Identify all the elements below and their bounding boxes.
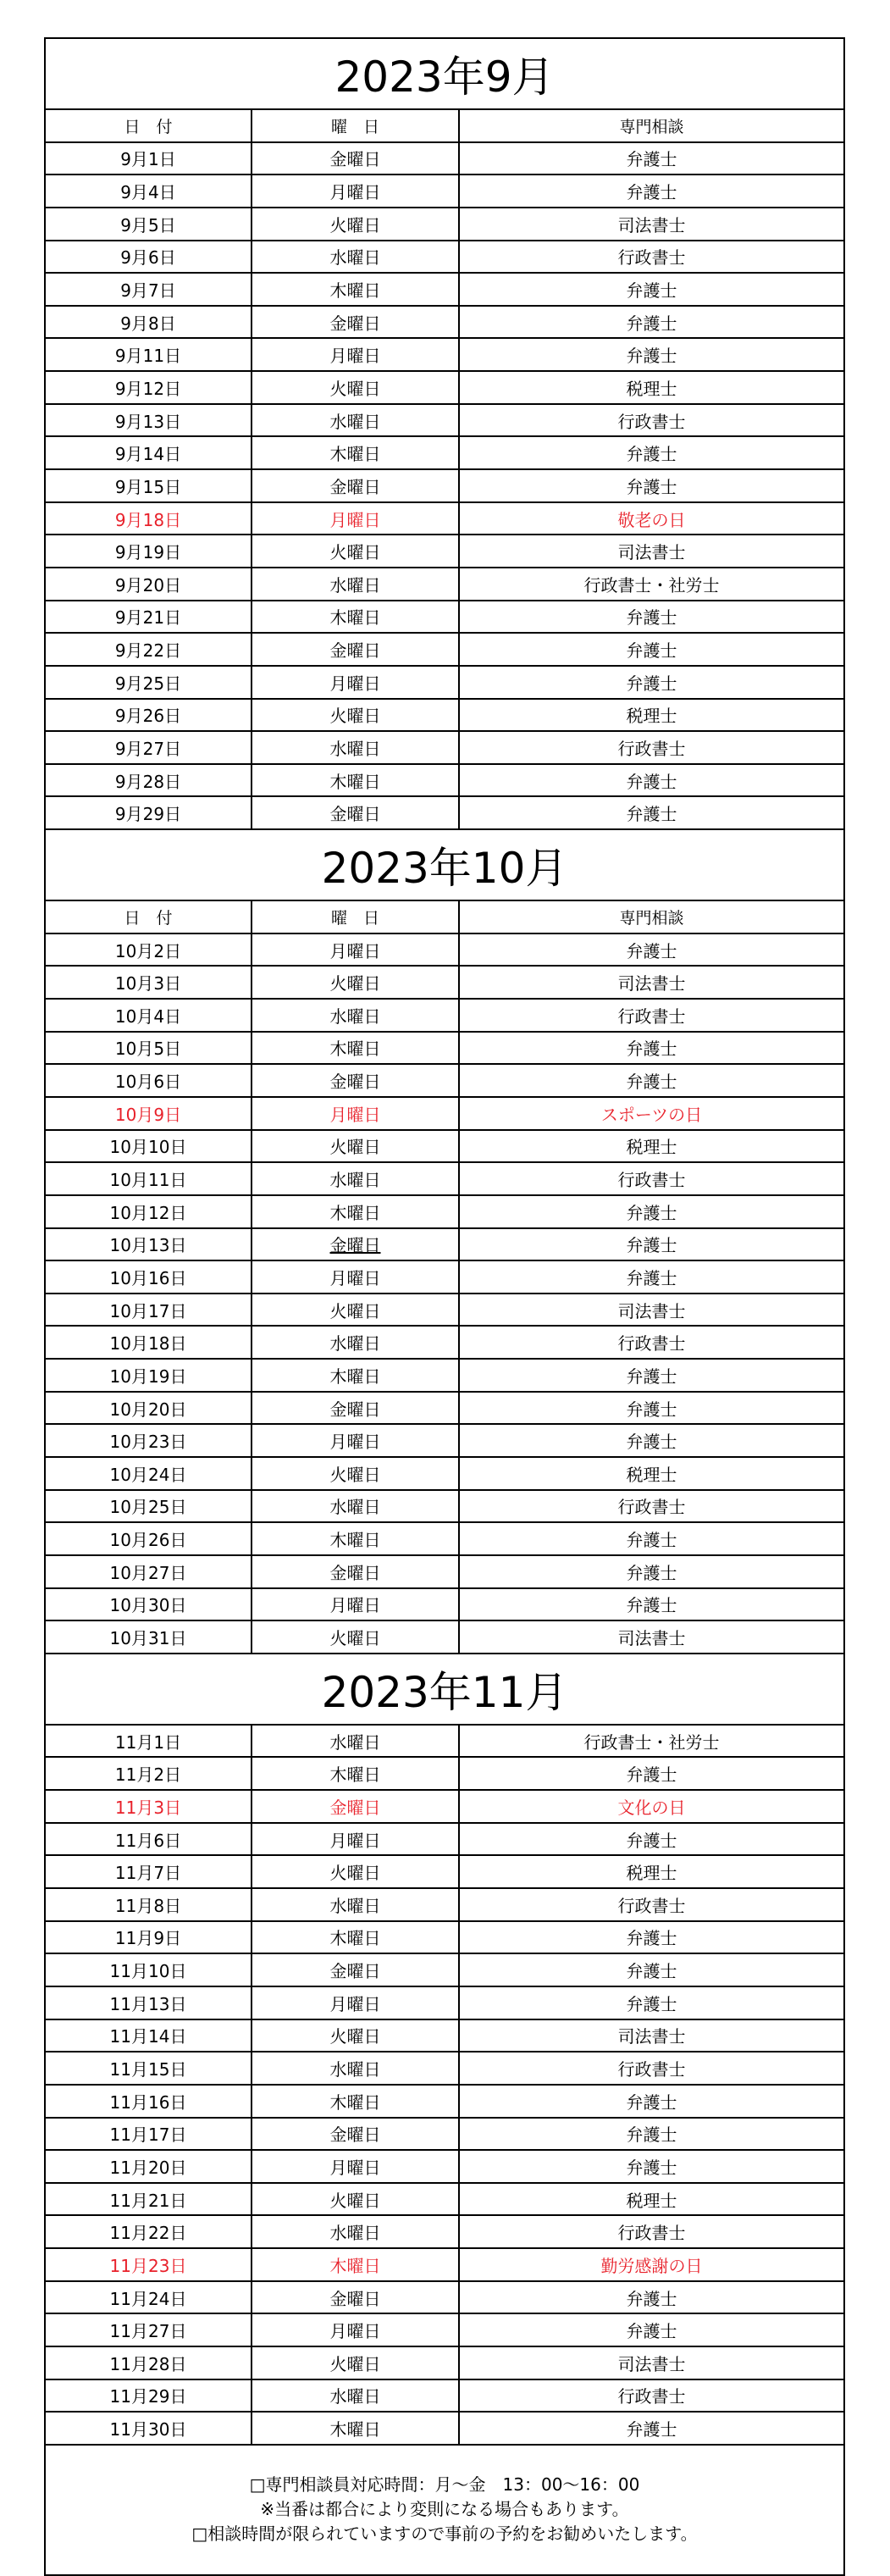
date-cell: 10月23日 [109, 1432, 187, 1453]
date-cell: 9月11日 [114, 346, 182, 367]
weekday-text: 金曜日 [329, 1235, 381, 1256]
consultation-cell: 税理士 [458, 1131, 843, 1162]
weekday-cell: 月曜日 [251, 1261, 458, 1293]
date-cell: 10月26日 [109, 1530, 187, 1551]
consultation-cell: スポーツの日 [458, 1098, 843, 1129]
weekday-cell: 火曜日 [251, 1458, 458, 1489]
consultation-cell: 税理士 [458, 2184, 843, 2215]
date-cell: 11月17日 [109, 2125, 187, 2146]
date-cell: 11月28日 [109, 2353, 187, 2374]
weekday-cell: 火曜日 [251, 1856, 458, 1887]
weekday-cell: 木曜日 [251, 1196, 458, 1227]
consultation-cell: 弁護士 [458, 797, 843, 828]
consultation-cell: 行政書士 [458, 732, 843, 763]
weekday-cell: 水曜日 [251, 732, 458, 763]
schedule-row [46, 2052, 843, 2086]
consultation-cell: 弁護士 [458, 2282, 843, 2313]
consultation-cell: 行政書士 [458, 2052, 843, 2084]
date-cell: 10月24日 [109, 1464, 187, 1485]
consultation-cell: 司法書士 [458, 2347, 843, 2379]
schedule-row [46, 797, 843, 830]
schedule-row [46, 274, 843, 307]
date-cell: 11月1日 [114, 1731, 182, 1753]
consultation-cell: 司法書士 [458, 1621, 843, 1653]
schedule-row [46, 1491, 843, 1524]
weekday-cell: 月曜日 [251, 503, 458, 535]
weekday-cell: 火曜日 [251, 967, 458, 998]
holiday-row [46, 503, 843, 536]
schedule-row [46, 1726, 843, 1759]
date-cell: 10月9日 [114, 1104, 182, 1125]
weekday-cell: 火曜日 [251, 700, 458, 731]
consultation-cell: 弁護士 [458, 1229, 843, 1260]
weekday-cell: 木曜日 [251, 437, 458, 468]
date-cell: 9月14日 [114, 444, 182, 465]
consultation-cell: 弁護士 [458, 307, 843, 338]
consultation-cell: 弁護士 [458, 2151, 843, 2182]
consultation-cell: 弁護士 [458, 1556, 843, 1587]
consultation-cell: 弁護士 [458, 1589, 843, 1620]
weekday-cell: 水曜日 [251, 1889, 458, 1920]
date-cell: 9月5日 [120, 214, 176, 235]
weekday-cell: 金曜日 [251, 470, 458, 501]
date-cell: 11月13日 [109, 1993, 187, 2014]
weekday-cell: 水曜日 [251, 2052, 458, 2084]
consultation-cell: 弁護士 [458, 2119, 843, 2150]
schedule-row [46, 732, 843, 765]
date-cell: 11月2日 [114, 1764, 182, 1786]
date-cell: 9月26日 [114, 706, 182, 727]
weekday-cell: 木曜日 [251, 1360, 458, 1391]
consultation-cell: 行政書士 [458, 405, 843, 436]
date-cell: 11月16日 [109, 2091, 187, 2113]
schedule-row [46, 1889, 843, 1922]
weekday-cell: 月曜日 [251, 2151, 458, 2182]
date-cell: 10月6日 [114, 1072, 182, 1093]
weekday-cell: 木曜日 [251, 2413, 458, 2444]
date-cell: 11月27日 [109, 2321, 187, 2342]
date-cell: 10月30日 [109, 1595, 187, 1616]
date-cell: 11月3日 [114, 1797, 182, 1818]
consultation-cell: 弁護士 [458, 1523, 843, 1554]
date-cell: 9月7日 [120, 280, 176, 302]
schedule-row [46, 339, 843, 372]
weekday-cell [251, 1229, 458, 1260]
consultation-cell: 税理士 [458, 700, 843, 731]
consultation-cell: 弁護士 [458, 1360, 843, 1391]
schedule-row [46, 208, 843, 241]
header-date: 日 付 [124, 908, 173, 928]
date-cell: 9月4日 [120, 182, 176, 203]
date-cell: 11月20日 [109, 2157, 187, 2178]
schedule-row [46, 2282, 843, 2315]
date-cell: 11月23日 [109, 2255, 187, 2276]
weekday-cell: 木曜日 [251, 765, 458, 796]
consultation-cell: 敬老の日 [458, 503, 843, 535]
weekday-cell: 水曜日 [251, 2216, 458, 2247]
date-cell: 9月20日 [114, 574, 182, 596]
schedule-row [46, 700, 843, 733]
weekday-cell: 月曜日 [251, 1824, 458, 1855]
consultation-cell: 弁護士 [458, 437, 843, 468]
schedule-row [46, 1163, 843, 1196]
schedule-row [46, 143, 843, 176]
consultation-cell: 弁護士 [458, 1954, 843, 1986]
date-cell: 10月17日 [109, 1300, 187, 1321]
consultation-cell: 弁護士 [458, 143, 843, 175]
weekday-cell: 金曜日 [251, 2282, 458, 2313]
schedule-row [46, 1229, 843, 1262]
weekday-cell: 金曜日 [251, 1393, 458, 1424]
date-cell: 10月19日 [109, 1366, 187, 1387]
schedule-row [46, 1856, 843, 1889]
schedule-sheet [44, 37, 845, 2576]
consultation-cell: 弁護士 [458, 2314, 843, 2346]
date-cell: 9月15日 [114, 476, 182, 497]
weekday-cell: 月曜日 [251, 2314, 458, 2346]
date-cell: 9月27日 [114, 738, 182, 759]
schedule-row [46, 372, 843, 405]
weekday-cell: 月曜日 [251, 175, 458, 207]
schedule-row [46, 568, 843, 601]
date-cell: 9月18日 [114, 509, 182, 530]
weekday-cell: 木曜日 [251, 1922, 458, 1953]
date-cell: 9月21日 [114, 607, 182, 629]
consultation-cell: 行政書士 [458, 1491, 843, 1522]
table-header [46, 110, 843, 143]
schedule-row [46, 1065, 843, 1098]
schedule-row [46, 2347, 843, 2380]
header-consultation: 専門相談 [458, 901, 843, 933]
date-cell: 11月24日 [109, 2288, 187, 2309]
consultation-cell: 弁護士 [458, 1065, 843, 1096]
schedule-row [46, 2314, 843, 2347]
date-cell: 10月4日 [114, 1005, 182, 1027]
date-cell: 11月14日 [109, 2026, 187, 2047]
date-cell: 11月8日 [114, 1895, 182, 1916]
schedule-row [46, 2380, 843, 2413]
schedule-row [46, 1294, 843, 1327]
weekday-cell: 水曜日 [251, 241, 458, 273]
consultation-cell: 弁護士 [458, 1033, 843, 1064]
schedule-row [46, 667, 843, 700]
consultation-cell: 税理士 [458, 1458, 843, 1489]
date-cell: 11月10日 [109, 1961, 187, 1982]
consultation-cell: 弁護士 [458, 339, 843, 370]
month-rows [46, 934, 843, 1654]
date-cell: 10月31日 [109, 1628, 187, 1648]
date-cell: 10月27日 [109, 1562, 187, 1583]
weekday-cell: 木曜日 [251, 274, 458, 305]
consultation-cell: 司法書士 [458, 967, 843, 998]
consultation-cell: 行政書士 [458, 2380, 843, 2412]
footer-line: □相談時間が限られていますので事前の予約をお勧めいたします。 [191, 2523, 698, 2545]
consultation-cell: 弁護士 [458, 2413, 843, 2444]
weekday-cell: 火曜日 [251, 2184, 458, 2215]
schedule-row [46, 1425, 843, 1458]
date-cell: 10月3日 [114, 973, 182, 994]
consultation-cell: 行政書士 [458, 2216, 843, 2247]
holiday-row [46, 1098, 843, 1131]
weekday-cell: 火曜日 [251, 1621, 458, 1653]
consultation-cell: 文化の日 [458, 1791, 843, 1822]
schedule-row [46, 175, 843, 208]
date-cell: 10月13日 [109, 1235, 187, 1256]
date-cell: 11月6日 [114, 1830, 182, 1851]
month-rows [46, 143, 843, 830]
date-cell: 9月25日 [114, 673, 182, 694]
weekday-cell: 水曜日 [251, 1163, 458, 1194]
date-cell: 9月13日 [114, 411, 182, 432]
schedule-row [46, 1393, 843, 1426]
schedule-row [46, 1261, 843, 1294]
consultation-cell: 勤労感謝の日 [458, 2249, 843, 2280]
consultation-cell: 税理士 [458, 372, 843, 403]
consultation-cell: 弁護士 [458, 1261, 843, 1293]
date-cell: 11月9日 [114, 1928, 182, 1949]
holiday-row [46, 1791, 843, 1824]
date-cell: 11月30日 [109, 2419, 187, 2440]
date-cell: 11月21日 [109, 2190, 187, 2211]
schedule-row [46, 535, 843, 568]
schedule-row [46, 1131, 843, 1164]
weekday-cell: 水曜日 [251, 1327, 458, 1358]
weekday-cell: 水曜日 [251, 405, 458, 436]
date-cell: 10月16日 [109, 1267, 187, 1288]
consultation-cell: 行政書士 [458, 1163, 843, 1194]
consultation-cell: 弁護士 [458, 1425, 843, 1456]
date-cell: 11月15日 [109, 2059, 187, 2080]
date-cell: 9月6日 [120, 247, 176, 269]
date-cell: 10月5日 [114, 1039, 182, 1060]
date-cell: 9月29日 [114, 804, 182, 825]
weekday-cell: 金曜日 [251, 143, 458, 175]
weekday-cell: 月曜日 [251, 1589, 458, 1620]
schedule-row [46, 1987, 843, 2020]
consultation-cell: 行政書士・社労士 [458, 568, 843, 600]
weekday-cell: 水曜日 [251, 1491, 458, 1522]
schedule-row [46, 1954, 843, 1987]
consultation-cell: 司法書士 [458, 208, 843, 240]
weekday-cell: 火曜日 [251, 1131, 458, 1162]
footer-line: □専門相談員対応時間：月～金 13：00～16：00 [249, 2474, 640, 2496]
consultation-cell: 弁護士 [458, 1922, 843, 1953]
consultation-cell: 弁護士 [458, 667, 843, 698]
footer-line: ※当番は都合により変則になる場合もあります。 [260, 2499, 629, 2520]
schedule-row [46, 2119, 843, 2152]
schedule-row [46, 1033, 843, 1066]
weekday-cell: 月曜日 [251, 1425, 458, 1456]
table-header [46, 901, 843, 934]
weekday-cell: 水曜日 [251, 1000, 458, 1031]
weekday-cell: 金曜日 [251, 634, 458, 665]
header-weekday: 曜 日 [251, 901, 458, 933]
month-title: 2023年9月 [46, 39, 843, 110]
consultation-cell: 弁護士 [458, 2086, 843, 2117]
schedule-row [46, 1000, 843, 1033]
consultation-cell: 弁護士 [458, 1196, 843, 1227]
schedule-row [46, 601, 843, 634]
date-cell: 9月22日 [114, 640, 182, 662]
consultation-cell: 弁護士 [458, 601, 843, 633]
schedule-row [46, 934, 843, 967]
weekday-cell: 木曜日 [251, 1758, 458, 1789]
date-cell: 9月8日 [120, 313, 176, 334]
month-rows [46, 1726, 843, 2446]
weekday-cell: 月曜日 [251, 934, 458, 966]
weekday-cell: 月曜日 [251, 667, 458, 698]
weekday-cell: 木曜日 [251, 2249, 458, 2280]
weekday-cell: 月曜日 [251, 339, 458, 370]
weekday-cell: 木曜日 [251, 1523, 458, 1554]
consultation-cell: 行政書士・社労士 [458, 1726, 843, 1757]
weekday-cell: 火曜日 [251, 2347, 458, 2379]
weekday-cell: 木曜日 [251, 601, 458, 633]
date-cell: 9月1日 [120, 149, 176, 170]
weekday-cell: 木曜日 [251, 2086, 458, 2117]
weekday-cell: 金曜日 [251, 307, 458, 338]
schedule-row [46, 470, 843, 503]
schedule-row [46, 1758, 843, 1791]
schedule-row [46, 241, 843, 274]
consultation-cell: 弁護士 [458, 175, 843, 207]
consultation-cell: 行政書士 [458, 1889, 843, 1920]
weekday-cell: 月曜日 [251, 1098, 458, 1129]
weekday-cell: 月曜日 [251, 1987, 458, 2019]
header-consultation: 専門相談 [458, 110, 843, 141]
schedule-row [46, 2413, 843, 2446]
schedule-row [46, 1589, 843, 1622]
schedule-row [46, 2216, 843, 2249]
consultation-cell: 弁護士 [458, 1987, 843, 2019]
header-weekday: 曜 日 [251, 110, 458, 141]
weekday-cell: 金曜日 [251, 1065, 458, 1096]
weekday-cell: 金曜日 [251, 797, 458, 828]
consultation-cell: 行政書士 [458, 241, 843, 273]
consultation-cell: 弁護士 [458, 274, 843, 305]
consultation-cell: 税理士 [458, 1856, 843, 1887]
date-cell: 9月12日 [114, 378, 182, 399]
header-date: 日 付 [124, 117, 173, 136]
schedule-row [46, 307, 843, 340]
date-cell: 9月19日 [114, 542, 182, 563]
schedule-row [46, 2086, 843, 2119]
schedule-row [46, 1327, 843, 1360]
schedule-row [46, 2184, 843, 2217]
schedule-row [46, 1922, 843, 1955]
consultation-cell: 司法書士 [458, 535, 843, 567]
date-cell: 10月20日 [109, 1399, 187, 1420]
consultation-cell: 弁護士 [458, 765, 843, 796]
date-cell: 11月29日 [109, 2386, 187, 2407]
consultation-cell: 弁護士 [458, 934, 843, 966]
date-cell: 10月2日 [114, 940, 182, 961]
consultation-cell: 司法書士 [458, 2020, 843, 2052]
schedule-row [46, 437, 843, 470]
consultation-cell: 弁護士 [458, 634, 843, 665]
weekday-cell: 火曜日 [251, 372, 458, 403]
schedule-row [46, 1824, 843, 1857]
consultation-cell: 弁護士 [458, 470, 843, 501]
date-cell: 10月18日 [109, 1333, 187, 1354]
weekday-cell: 火曜日 [251, 2020, 458, 2052]
weekday-cell: 水曜日 [251, 568, 458, 600]
weekday-cell: 水曜日 [251, 2380, 458, 2412]
weekday-cell: 火曜日 [251, 535, 458, 567]
schedule-row [46, 1360, 843, 1393]
schedule-row [46, 967, 843, 1000]
month-title: 2023年11月 [46, 1654, 843, 1726]
date-cell: 11月7日 [114, 1863, 182, 1884]
date-cell: 10月12日 [109, 1202, 187, 1223]
date-cell: 9月28日 [114, 771, 182, 792]
weekday-cell: 金曜日 [251, 1954, 458, 1986]
schedule-row [46, 2020, 843, 2053]
weekday-cell: 水曜日 [251, 1726, 458, 1757]
weekday-cell: 金曜日 [251, 2119, 458, 2150]
weekday-cell: 木曜日 [251, 1033, 458, 1064]
date-cell: 10月25日 [109, 1497, 187, 1518]
consultation-cell: 行政書士 [458, 1327, 843, 1358]
holiday-row [46, 2249, 843, 2282]
consultation-cell: 弁護士 [458, 1824, 843, 1855]
schedule-row [46, 765, 843, 798]
consultation-cell: 弁護士 [458, 1758, 843, 1789]
schedule-row [46, 1458, 843, 1491]
schedule-row [46, 634, 843, 667]
schedule-row [46, 1523, 843, 1556]
schedule-row [46, 1556, 843, 1589]
consultation-cell: 行政書士 [458, 1000, 843, 1031]
schedule-row [46, 2151, 843, 2184]
consultation-cell: 司法書士 [458, 1294, 843, 1326]
consultation-cell: 弁護士 [458, 1393, 843, 1424]
weekday-cell: 金曜日 [251, 1791, 458, 1822]
schedule-row [46, 1196, 843, 1229]
weekday-cell: 金曜日 [251, 1556, 458, 1587]
schedule-row [46, 1621, 843, 1654]
footer-notes [46, 2446, 843, 2574]
date-cell: 11月22日 [109, 2223, 187, 2244]
date-cell: 10月11日 [109, 1170, 187, 1191]
month-title: 2023年10月 [46, 830, 843, 901]
weekday-cell: 火曜日 [251, 1294, 458, 1326]
date-cell: 10月10日 [109, 1137, 187, 1158]
weekday-cell: 火曜日 [251, 208, 458, 240]
schedule-row [46, 405, 843, 438]
